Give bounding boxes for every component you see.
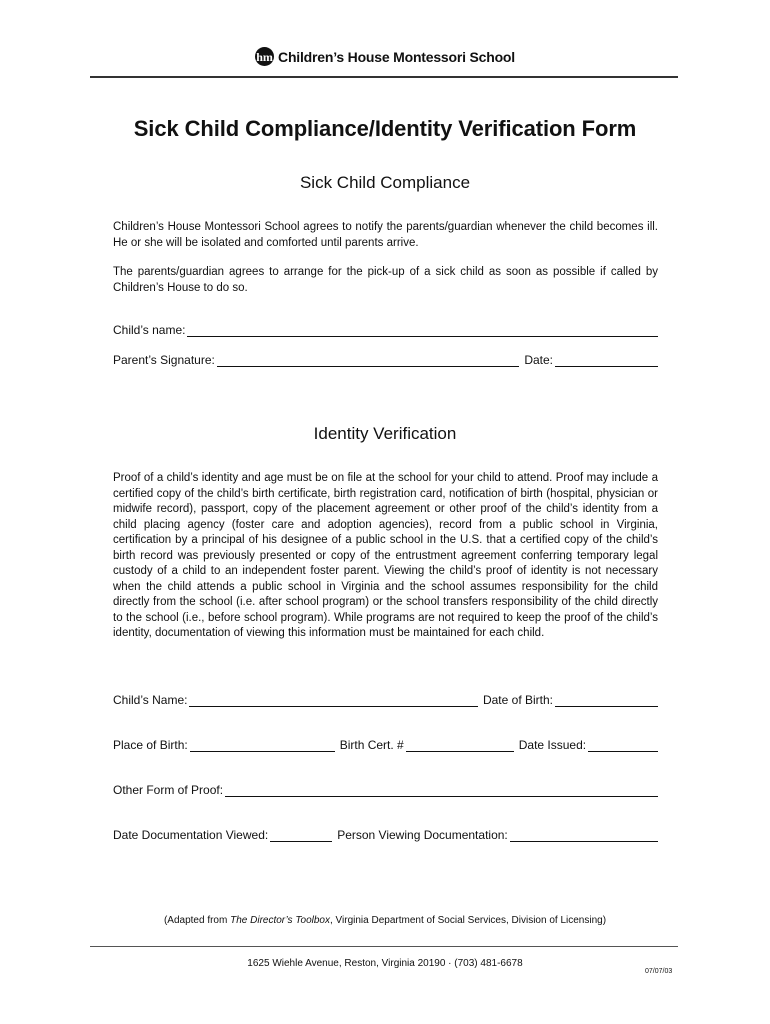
other-proof-row: [113, 782, 658, 797]
credit-prefix: (Adapted from: [163, 915, 231, 926]
date-viewed-label: Date Documentation Viewed:: [113, 828, 269, 842]
sick-child-paragraph-2: The parents/guardian agrees to arrange for the pick-up of a sick child as soon as possible if called by Children’s House to do so.: [113, 266, 658, 294]
childs-name-row: [113, 322, 658, 337]
birth-cert-field[interactable]: [406, 737, 514, 752]
date-issued-field[interactable]: [588, 737, 658, 752]
credit-suffix: , Virginia Department of Social Services, Division of Licensing): [329, 915, 607, 926]
childs-name-label: Child’s name:: [113, 323, 186, 337]
place-of-birth-label: Place of Birth:: [113, 738, 188, 752]
header-divider: [90, 76, 678, 78]
sick-child-heading: Sick Child Compliance: [299, 173, 471, 192]
id-childs-name-label: Child’s Name:: [113, 693, 188, 707]
person-viewing-field[interactable]: [510, 827, 658, 842]
signature-date-field[interactable]: [555, 352, 658, 367]
identity-heading: Identity Verification: [313, 424, 457, 443]
parent-signature-row: [113, 352, 658, 367]
school-logo-icon: hm: [255, 47, 274, 66]
school-name: Children’s House Montessori School: [278, 48, 515, 65]
person-viewing-label: Person Viewing Documentation:: [337, 828, 508, 842]
other-proof-label: Other Form of Proof:: [113, 783, 224, 797]
place-of-birth-field[interactable]: [190, 737, 335, 752]
signature-date-label: Date:: [524, 353, 553, 367]
letterhead: [0, 47, 770, 66]
parent-signature-field[interactable]: [217, 352, 519, 367]
other-proof-field[interactable]: [225, 782, 658, 797]
parent-signature-label: Parent’s Signature:: [113, 353, 215, 367]
dob-field[interactable]: [555, 692, 658, 707]
identity-paragraph: Proof of a child’s identity and age must be on file at the school for your child to attend. Proof may include a certified copy of the child’s birth certificate, birth registration card, notification of birth (hospital, physician or midwife record), passport, copy of the placement agreement or other proof of the child’s identity from a child placing agency (foster care and adoption agencies), record from a public school in Virginia, certification by a principal of his designee of a public school in the U.S. that a certified copy of the child’s birth record was previously presented or copy of the entrustment agreement conferring temporary legal custody of a child to an independent foster parent. Viewing the child’s proof of identity is not necessary when the child attends a public school in Virginia and the school assumes responsibility for the child directly from the school (i.e. after school program) or the school transfers responsibility of the child directly to the school (i.e., before school program). While programs are not required to keep the proof of the child’s identity, documentation of viewing this information must be maintained for each child.: [113, 472, 658, 639]
date-issued-label: Date Issued:: [518, 738, 587, 752]
documentation-row: [113, 827, 658, 842]
school-address: 1625 Wiehle Avenue, Reston, Virginia 20190 · (703) 481-6678: [247, 958, 523, 969]
footer-divider: [90, 946, 678, 947]
id-childs-name-field[interactable]: [189, 692, 477, 707]
birth-cert-label: Birth Cert. #: [339, 738, 404, 752]
id-childs-name-row: [113, 692, 658, 707]
dob-label: Date of Birth:: [482, 693, 553, 707]
credit-book-title: The Director’s Toolbox: [230, 915, 330, 926]
form-title: Sick Child Compliance/Identity Verification Form: [133, 116, 637, 141]
childs-name-field[interactable]: [187, 322, 658, 337]
revision-date: 07/07/03: [645, 968, 673, 975]
sick-child-paragraph-1: Children’s House Montessori School agrees to notify the parents/guardian whenever the child becomes ill. He or she will be isolated and comforted until parents arrive.: [113, 221, 658, 249]
source-credit: [0, 915, 770, 926]
birth-details-row: [113, 737, 658, 752]
date-viewed-field[interactable]: [270, 827, 332, 842]
